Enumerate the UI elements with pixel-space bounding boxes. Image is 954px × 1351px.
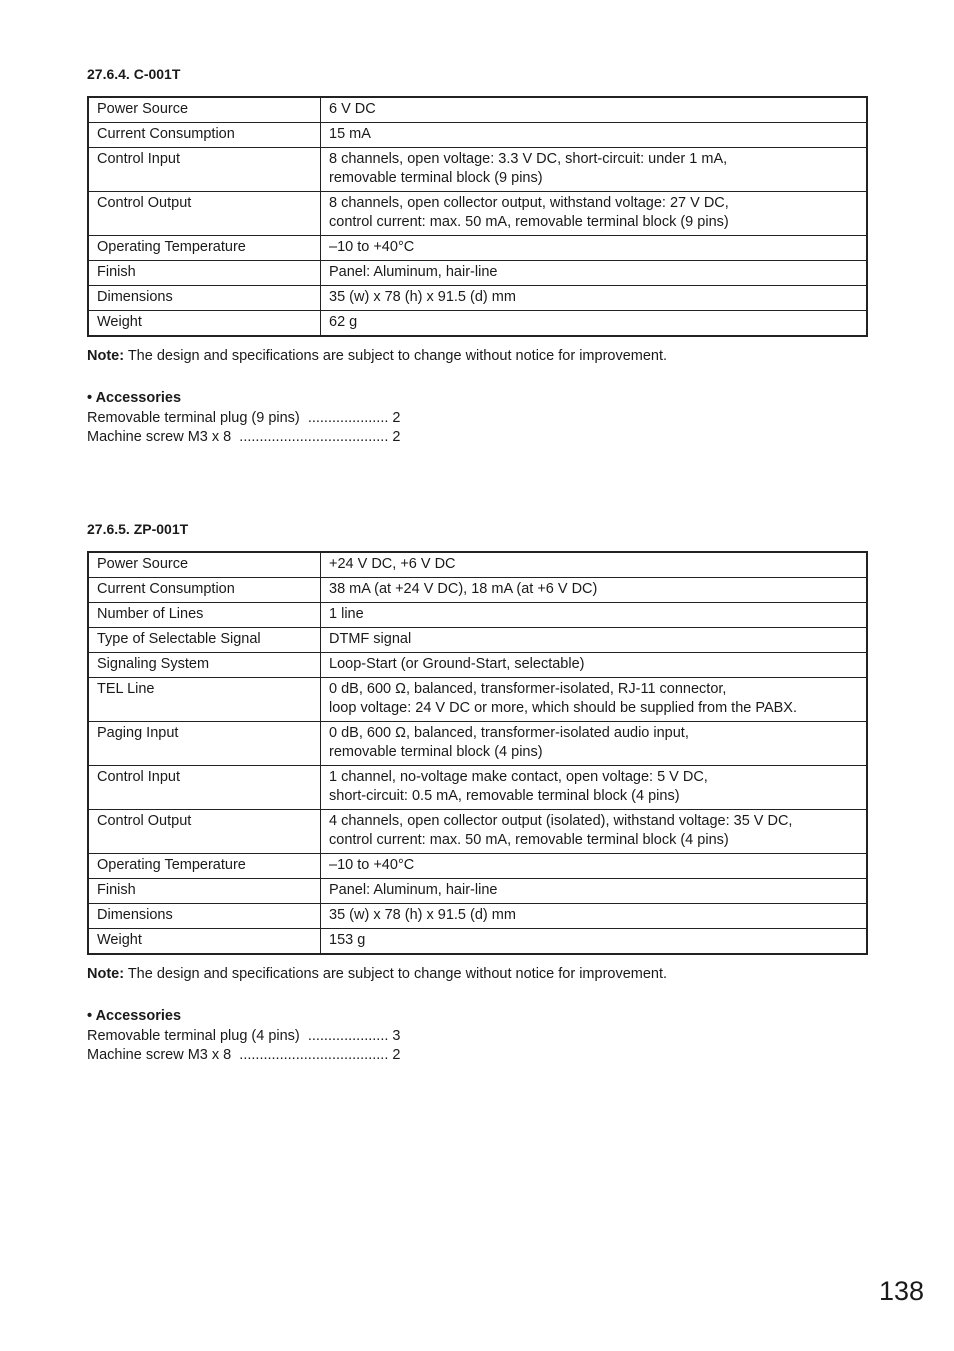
spec-value <box>321 286 868 311</box>
note <box>87 966 868 982</box>
section-c001t <box>87 66 868 447</box>
spec-value <box>321 311 868 337</box>
spec-key: Control Output <box>88 810 321 854</box>
spec-value-line: Panel: Aluminum, hair-line <box>329 882 498 898</box>
spec-value <box>321 261 868 286</box>
accessory-item: Removable terminal plug (9 pins) .................... 2 <box>87 410 401 426</box>
spec-value-line: 6 V DC <box>329 101 376 117</box>
spec-value <box>321 653 868 678</box>
note-text: The design and specifications are subject to change without notice for improvement. <box>124 348 668 364</box>
accessories-title: • Accessories <box>87 390 182 406</box>
spec-value <box>321 766 868 810</box>
spec-value <box>321 678 868 722</box>
spec-value-line: Loop-Start (or Ground-Start, selectable) <box>329 656 585 672</box>
table-row <box>88 97 867 123</box>
table-row <box>88 766 867 810</box>
spec-value-line: DTMF signal <box>329 631 412 647</box>
table-row <box>88 603 867 628</box>
spec-key: Control Input <box>88 148 321 192</box>
spec-value-line: –10 to +40°C <box>329 857 415 873</box>
table-row <box>88 286 867 311</box>
table-row <box>88 123 867 148</box>
spec-value-line: short-circuit: 0.5 mA, removable terminal block (4 pins) <box>329 788 680 804</box>
spec-value <box>321 929 868 955</box>
note <box>87 348 868 364</box>
table-row <box>88 879 867 904</box>
table-row <box>88 552 867 578</box>
spec-value-line: +24 V DC, +6 V DC <box>329 556 456 572</box>
spec-value <box>321 123 868 148</box>
spec-value-line: removable terminal block (9 pins) <box>329 170 543 186</box>
table-row <box>88 236 867 261</box>
accessory-item: Removable terminal plug (4 pins) .................... 3 <box>87 1028 401 1044</box>
spec-value-line: control current: max. 50 mA, removable terminal block (9 pins) <box>329 214 729 230</box>
spec-value-line: 38 mA (at +24 V DC), 18 mA (at +6 V DC) <box>329 581 598 597</box>
spec-value-line: 15 mA <box>329 126 371 142</box>
accessory-item: Machine screw M3 x 8 ..................................... 2 <box>87 429 401 445</box>
table-row <box>88 192 867 236</box>
note-label: Note: <box>87 348 125 364</box>
spec-value-line: 35 (w) x 78 (h) x 91.5 (d) mm <box>329 289 516 305</box>
spec-value-line: loop voltage: 24 V DC or more, which should be supplied from the PABX. <box>329 700 798 716</box>
spec-key: Operating Temperature <box>88 236 321 261</box>
page-number: 138 <box>878 1276 924 1306</box>
spec-value-line: 62 g <box>329 314 358 330</box>
section-title: 27.6.5. ZP-001T <box>87 521 189 537</box>
spec-value <box>321 904 868 929</box>
spec-value-line: 0 dB, 600 Ω, balanced, transformer-isolated audio input, <box>329 725 689 741</box>
spec-key: Type of Selectable Signal <box>88 628 321 653</box>
note-text: The design and specifications are subject to change without notice for improvement. <box>124 966 668 982</box>
spec-value <box>321 810 868 854</box>
spec-value-line: –10 to +40°C <box>329 239 415 255</box>
spec-value <box>321 628 868 653</box>
spec-value-line: 1 channel, no-voltage make contact, open voltage: 5 V DC, <box>329 769 708 785</box>
spec-value <box>321 603 868 628</box>
spec-key: Power Source <box>88 552 321 578</box>
table-row <box>88 311 867 337</box>
spec-key: Current Consumption <box>88 578 321 603</box>
spec-table <box>87 96 868 337</box>
spec-key: Dimensions <box>88 286 321 311</box>
spec-value <box>321 879 868 904</box>
spec-value-line: 1 line <box>329 606 364 622</box>
section-zp001t <box>87 521 868 1065</box>
accessories-title: • Accessories <box>87 1008 182 1024</box>
spec-value-line: 0 dB, 600 Ω, balanced, transformer-isolated, RJ-11 connector, <box>329 681 727 697</box>
spec-value-line: control current: max. 50 mA, removable terminal block (4 pins) <box>329 832 729 848</box>
table-row <box>88 628 867 653</box>
spec-value-line: 8 channels, open voltage: 3.3 V DC, short-circuit: under 1 mA, <box>329 151 728 167</box>
spec-key: Number of Lines <box>88 603 321 628</box>
spec-value <box>321 854 868 879</box>
spec-table <box>87 551 868 955</box>
spec-value <box>321 236 868 261</box>
spec-value-line: 8 channels, open collector output, withstand voltage: 27 V DC, <box>329 195 729 211</box>
spec-key: Current Consumption <box>88 123 321 148</box>
spec-value-line: removable terminal block (4 pins) <box>329 744 543 760</box>
spec-key: Control Input <box>88 766 321 810</box>
spec-key: Finish <box>88 879 321 904</box>
spec-key: Signaling System <box>88 653 321 678</box>
accessories-list <box>87 409 868 447</box>
spec-key: Power Source <box>88 97 321 123</box>
table-row <box>88 678 867 722</box>
table-row <box>88 578 867 603</box>
spec-value <box>321 722 868 766</box>
accessories-list <box>87 1027 868 1065</box>
spec-value-line: Panel: Aluminum, hair-line <box>329 264 498 280</box>
spec-value <box>321 97 868 123</box>
table-row <box>88 810 867 854</box>
note-label: Note: <box>87 966 125 982</box>
spec-key: TEL Line <box>88 678 321 722</box>
spec-value <box>321 578 868 603</box>
spec-key: Control Output <box>88 192 321 236</box>
spec-key: Weight <box>88 311 321 337</box>
spec-value-line: 4 channels, open collector output (isolated), withstand voltage: 35 V DC, <box>329 813 793 829</box>
table-row <box>88 904 867 929</box>
spec-value <box>321 552 868 578</box>
table-row <box>88 854 867 879</box>
spec-key: Paging Input <box>88 722 321 766</box>
spec-value <box>321 192 868 236</box>
table-row <box>88 261 867 286</box>
spec-key: Dimensions <box>88 904 321 929</box>
section-title: 27.6.4. C-001T <box>87 66 181 82</box>
spec-value-line: 153 g <box>329 932 366 948</box>
table-row <box>88 653 867 678</box>
accessory-item: Machine screw M3 x 8 ..................................... 2 <box>87 1047 401 1063</box>
table-row <box>88 148 867 192</box>
spec-value-line: 35 (w) x 78 (h) x 91.5 (d) mm <box>329 907 516 923</box>
table-row <box>88 722 867 766</box>
spec-value <box>321 148 868 192</box>
spec-key: Weight <box>88 929 321 955</box>
spec-key: Finish <box>88 261 321 286</box>
table-row <box>88 929 867 955</box>
spec-key: Operating Temperature <box>88 854 321 879</box>
